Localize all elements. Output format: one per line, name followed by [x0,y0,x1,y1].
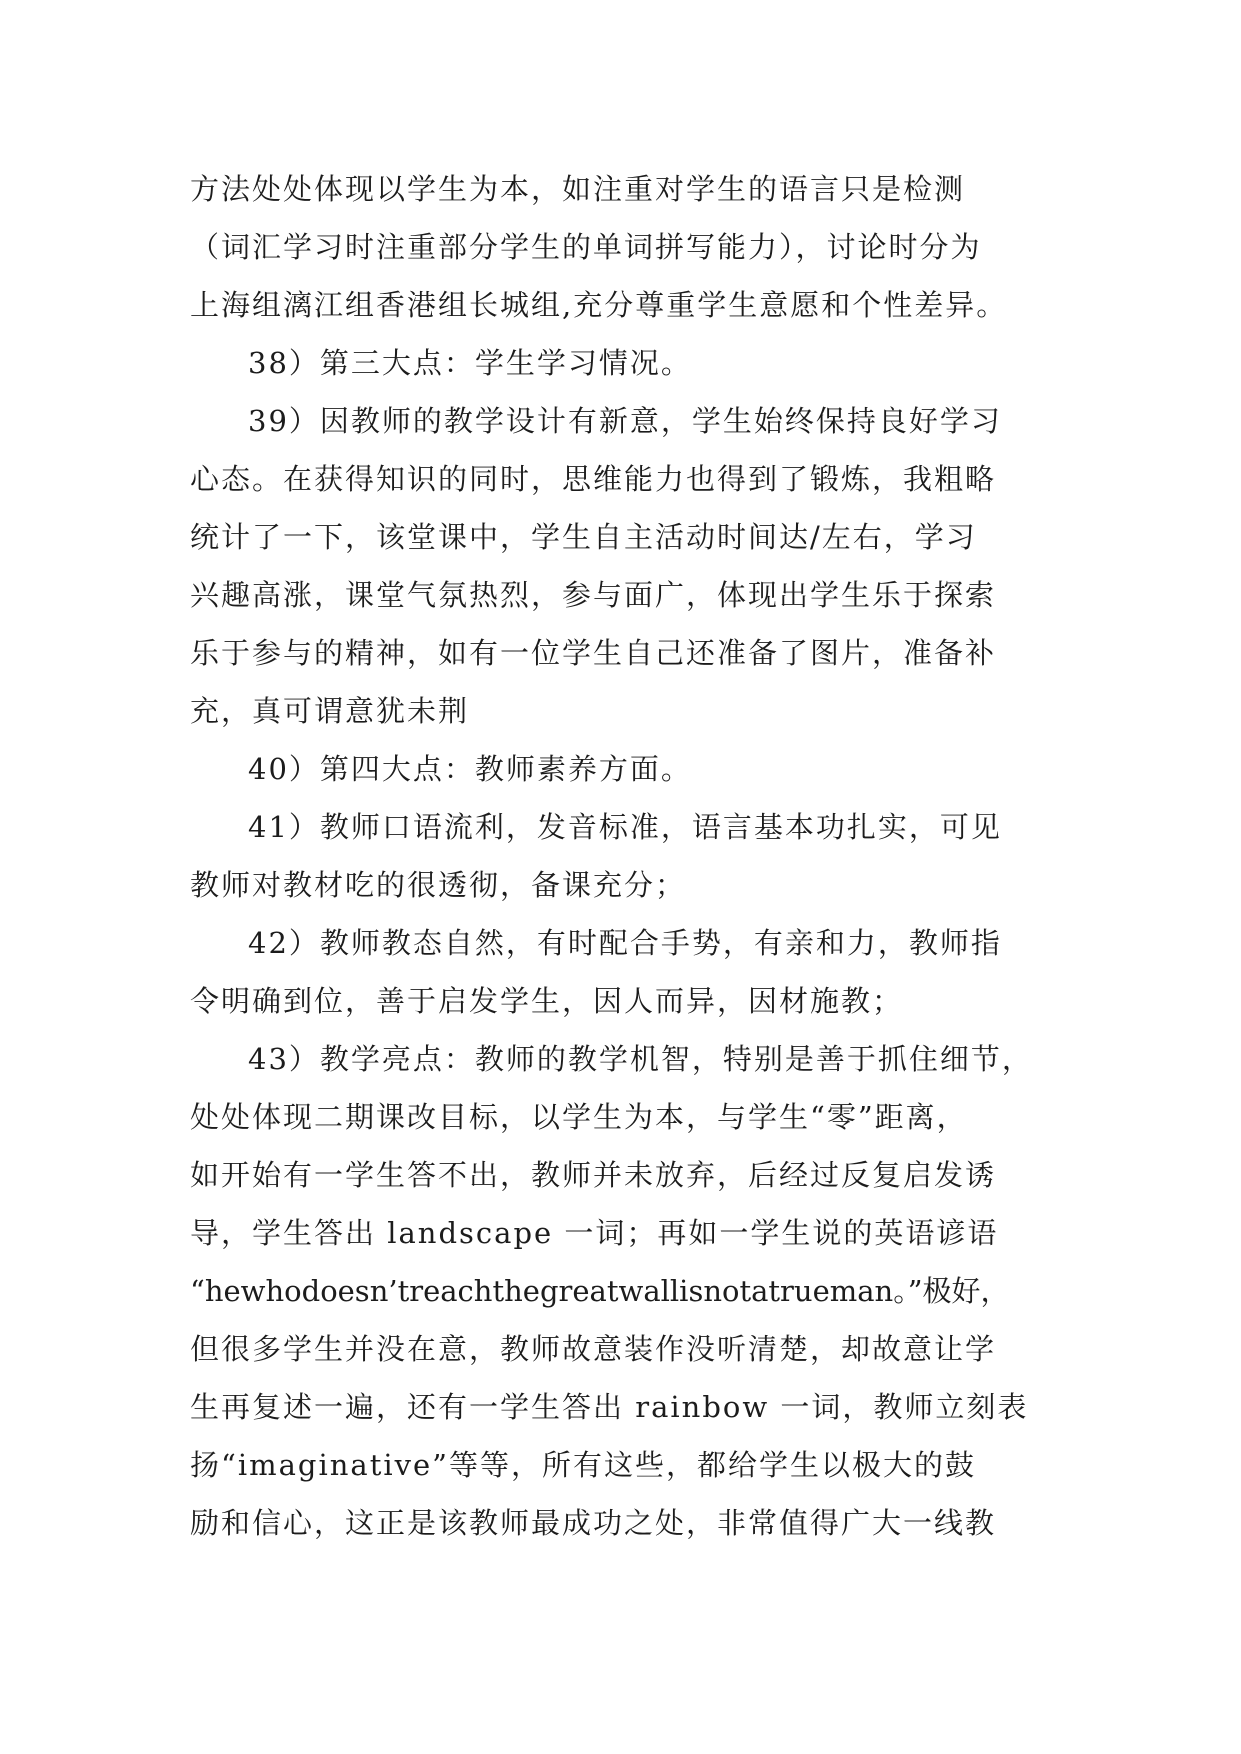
text-line: 充，真可谓意犹未荆 [190,694,470,728]
text-line: 处处体现二期课改目标，以学生为本，与学生“零”距离， [190,1100,968,1134]
text-line: 令明确到位，善于启发学生，因人而异，因材施教； [190,984,904,1018]
text-line: 方法处处体现以学生为本，如注重对学生的语言只是检测 [190,172,966,206]
text-line: 兴趣高涨，课堂气氛热烈，参与面广，体现出学生乐于探索 [190,578,997,612]
text-line: 心态。在获得知识的同时，思维能力也得到了锻炼，我粗略 [190,462,997,496]
text-line: （词汇学习时注重部分学生的单词拼写能力），讨论时分为 [190,230,982,264]
text-line: 如开始有一学生答不出，教师并未放弃，后经过反复启发诱 [190,1158,997,1192]
body-text [190,160,1070,1552]
text-line: 38）第三大点：学生学习情况。 [248,346,692,380]
text-line: 生再复述一遍，还有一学生答出 rainbow 一词，教师立刻表 [190,1390,1029,1424]
text-line: 39）因教师的教学设计有新意，学生始终保持良好学习 [248,404,1002,438]
text-line: 导，学生答出 landscape 一词；再如一学生说的英语谚语 [190,1216,999,1250]
text-line: “hewhodoesn’treachthegreatwallisnotatrueman。”极好， [190,1274,1010,1308]
text-line: 40）第四大点：教师素养方面。 [248,752,692,786]
text-line: 乐于参与的精神，如有一位学生自己还准备了图片，准备补 [190,636,997,670]
text-line: 上海组漓江组香港组长城组,充分尊重学生意愿和个性差异。 [190,288,1008,322]
text-line: 42）教师教态自然，有时配合手势，有亲和力，教师指 [248,926,1002,960]
text-line: 教师对教材吃的很透彻，备课充分； [190,868,687,902]
text-line: 扬“imaginative”等等，所有这些，都给学生以极大的鼓 [190,1448,976,1482]
text-line: 统计了一下，该堂课中，学生自主活动时间达/左右，学习 [190,520,977,554]
text-line: 41）教师口语流利，发音标准，语言基本功扎实，可见 [248,810,1002,844]
text-line: 但很多学生并没在意，教师故意装作没听清楚，却故意让学 [190,1332,997,1366]
text-line: 43）教学亮点：教师的教学机智，特别是善于抓住细节， [248,1042,1033,1076]
text-line: 励和信心，这正是该教师最成功之处，非常值得广大一线教 [190,1506,997,1540]
